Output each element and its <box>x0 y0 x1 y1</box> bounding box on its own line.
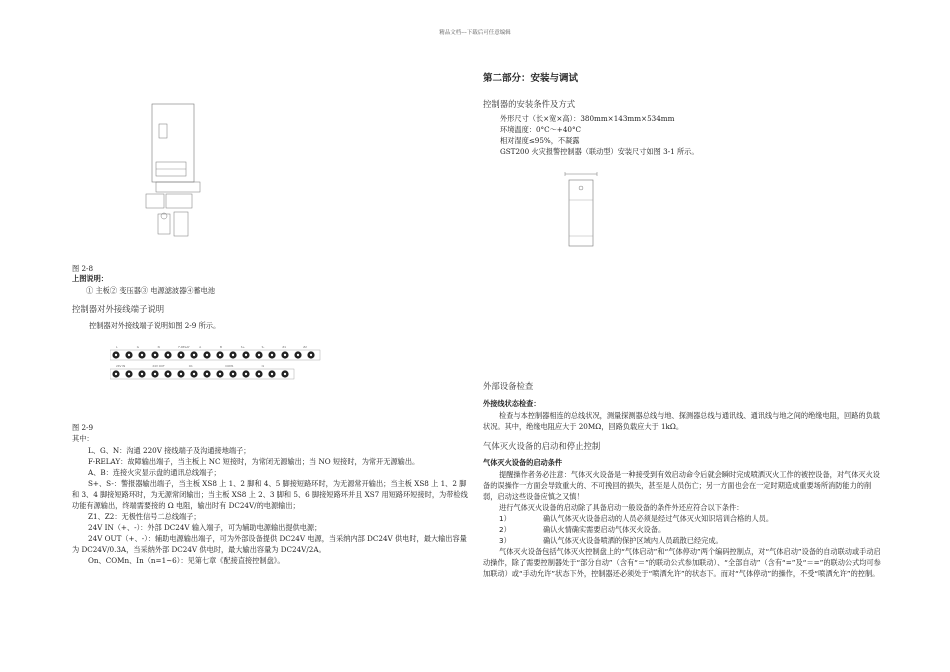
terminal-screw-slot <box>193 354 195 356</box>
install-figure-ref: GST200 火灾报警控制器（联动型）安装尺寸如图 3-1 所示。 <box>500 147 699 156</box>
terminal-screw-slot <box>245 373 247 375</box>
terminal-screw-slot <box>141 354 143 356</box>
figure-2-9-caption: 图 2-9 <box>72 423 94 432</box>
terminal-screw-slot <box>310 354 312 356</box>
terminal-screw-slot <box>271 373 273 375</box>
figure-2-9-terminal-strip <box>110 341 325 383</box>
figure-3-1-drawing <box>561 170 601 250</box>
terminal-screw-slot <box>154 354 156 356</box>
terminal-screw-slot <box>180 354 182 356</box>
para-s: S+、S-：警报器输出端子，当主板 XS8 上 1、2 脚和 4、5 脚接短路环时，为无源常开输出；当主板 XS8 上 1、2 脚和 3、4 脚接短路环时，为无源常闭输出；当主板 XS8 上 2、3 脚和 5、6 脚接短路环并且 XS7 用短路环短接时，为带检线功能有源输出，终端需要接的 Ω 电阻，输出时有 DC24V/的电源输出； <box>72 479 468 510</box>
terminal-label: Z1 <box>282 345 287 349</box>
terminal-label: COM1 <box>225 364 234 368</box>
terminal-screw-slot <box>297 354 299 356</box>
install-dimensions: 外形尺寸（长×宽×高）：380mm×143mm×534mm <box>500 114 675 123</box>
terminal-label: B <box>220 345 222 349</box>
terminal-screw-slot <box>115 354 117 356</box>
terminal-screw-slot <box>232 373 234 375</box>
para-frelay: F-RELAY：故障输出端子，当主板上 NC 短接时，为常闭无源输出；当 NO 短接时，为常开无源输出。 <box>88 457 420 466</box>
terminal-strip-row <box>110 369 294 379</box>
terminal-label: L <box>116 345 118 349</box>
terminal-label: 24V OUT <box>152 364 165 368</box>
para-ab: A、B：连接火灾显示盘的通讯总线端子； <box>88 468 221 477</box>
gas-heading: 气体灭火设备的启动和停止控制 <box>483 441 601 451</box>
para-on: On、COMn、In（n=1~6）：见第七章《配接直接控制盘》。 <box>88 556 285 565</box>
terminal-label: A <box>199 345 202 349</box>
install-heading: 控制器的安装条件及方式 <box>483 99 576 109</box>
terminal-label: F-RELAY <box>178 345 190 349</box>
terminal-screw-slot <box>154 373 156 375</box>
terminal-screw-slot <box>167 373 169 375</box>
terminal-screw-slot <box>219 354 221 356</box>
external-heading: 外部设备检查 <box>483 381 534 391</box>
terminal-label: O1 <box>188 364 193 368</box>
terminal-label: 24V IN <box>116 364 126 368</box>
terminal-screw-slot <box>180 373 182 375</box>
gas-control-paragraph: 气体灭火设备包括气体灭火控制盘上的“气体启动”和“气体停动”两个编码控制点，对“气体启动”设备的自动联动或手动启动操作，除了需要控制器处于“部分自动”（含有“＝”的联动公式参加联动）、“全部自动”（含有“=”及“＝=”的联动公式均可参加联动）或“手动允许”状态下外，控制器还必须处于“喷洒允许”的状态下。而对“气体停动”的操作，不受“喷洒允许”的控制。 <box>483 547 881 578</box>
para-lgn: L、G、N：沟通 220V 接线端子及沟通接地端子； <box>88 446 251 455</box>
terminal-screw-slot <box>115 373 117 375</box>
terminal-label: S- <box>261 345 265 349</box>
para-24vin: 24V IN（+、-）：外部 DC24V 输入端子，可为辅助电源输出提供电源； <box>88 523 322 532</box>
gas-conditions-intro: 进行气体灭火设备的启动除了具备启动一般设备的条件外还应符合以下条件： <box>499 503 744 512</box>
legend-title: 上图说明： <box>72 274 108 283</box>
terminal-screw-slot <box>128 354 130 356</box>
install-temperature: 环境温度：0°C～+40°C <box>500 125 582 134</box>
terminal-heading: 控制器对外接线端子说明 <box>72 304 165 314</box>
terminal-screw-slot <box>232 354 234 356</box>
terminal-screw-slot <box>284 373 286 375</box>
terminal-screw-slot <box>245 354 247 356</box>
where-label: 其中： <box>72 434 94 443</box>
terminal-screw-slot <box>219 373 221 375</box>
terminal-label: I1 <box>261 364 265 368</box>
terminal-screw-slot <box>206 354 208 356</box>
install-conditions <box>500 113 880 157</box>
terminal-screw-slot <box>128 373 130 375</box>
list-item: 3） 确认气体灭火设备喷洒的保护区域内人员疏散已经完成。 <box>499 536 723 545</box>
terminal-screw-slot <box>258 373 260 375</box>
para-24vout: 24V OUT（+、-）：辅助电源输出端子，可为外部设备提供 DC24V 电源，当采纳内部 DC24V 供电时，最大输出容量为 DC24V/0.3A，当采纳外部 DC24V 供电时，最大输出容量为 DC24V/2A。 <box>72 534 467 554</box>
terminal-screw-slot <box>271 354 273 356</box>
terminal-label: G <box>136 345 139 349</box>
figure-2-8-caption: 图 2-8 <box>72 264 94 273</box>
gas-warning-paragraph: 提醒操作者务必注意：气体灭火设备是一种接受到有效启动命令后就会瞬时完成喷洒灭火工作的被控设备，对气体灭火设备的误操作一方面会导致重大的、不可挽回的损失，甚至是人员伤亡；另一方面也会在一定时期造成重要场所消防能力的削弱，启动这些设备应慎之又慎！ <box>483 470 880 501</box>
terminal-label: N <box>157 345 160 349</box>
terminal-screw-slot <box>206 373 208 375</box>
para-z: Z1、Z2：无极性信号二总线端子； <box>88 512 201 521</box>
terminal-screw-slot <box>284 354 286 356</box>
terminal-screw-slot <box>141 373 143 375</box>
legend-items: ① 主板② 变压器③ 电源滤波器④蓄电池 <box>86 286 216 295</box>
watermark: 精品文档---下载后可任意编辑 <box>439 30 511 36</box>
terminal-screw-slot <box>193 373 195 375</box>
list-item: 1） 确认气体灭火设备启动的人员必须是经过气体灭火知识培训合格的人员。 <box>499 514 774 523</box>
part-title: 第二部分：安装与调试 <box>483 73 579 84</box>
wiring-paragraph: 检查与本控制器相连的总线状况，测量探测器总线与地、探测器总线与通讯线、通讯线与地之间的绝缘电阻，回路的负载状况。其中，绝缘电阻应大于 20MΩ，回路负载应大于 1kΩ。 <box>483 411 880 431</box>
list-item: 2） 确认火情确实需要启动气体灭火设备。 <box>499 525 666 534</box>
figure-2-8-drawing <box>144 102 214 254</box>
terminal-descriptions <box>72 445 472 566</box>
wiring-title: 外接线状态检查： <box>483 399 541 408</box>
terminal-intro: 控制器对外接线端子说明如图 2-9 所示。 <box>89 321 221 330</box>
install-humidity: 相对湿度≤95%，不凝露 <box>500 136 580 145</box>
terminal-screw-slot <box>258 354 260 356</box>
gas-section-body <box>483 469 883 579</box>
terminal-label: S+ <box>240 345 245 349</box>
terminal-label: Z2 <box>303 345 307 349</box>
terminal-screw-slot <box>167 354 169 356</box>
gas-conditions-title: 气体灭火设备的启动条件 <box>483 458 563 467</box>
